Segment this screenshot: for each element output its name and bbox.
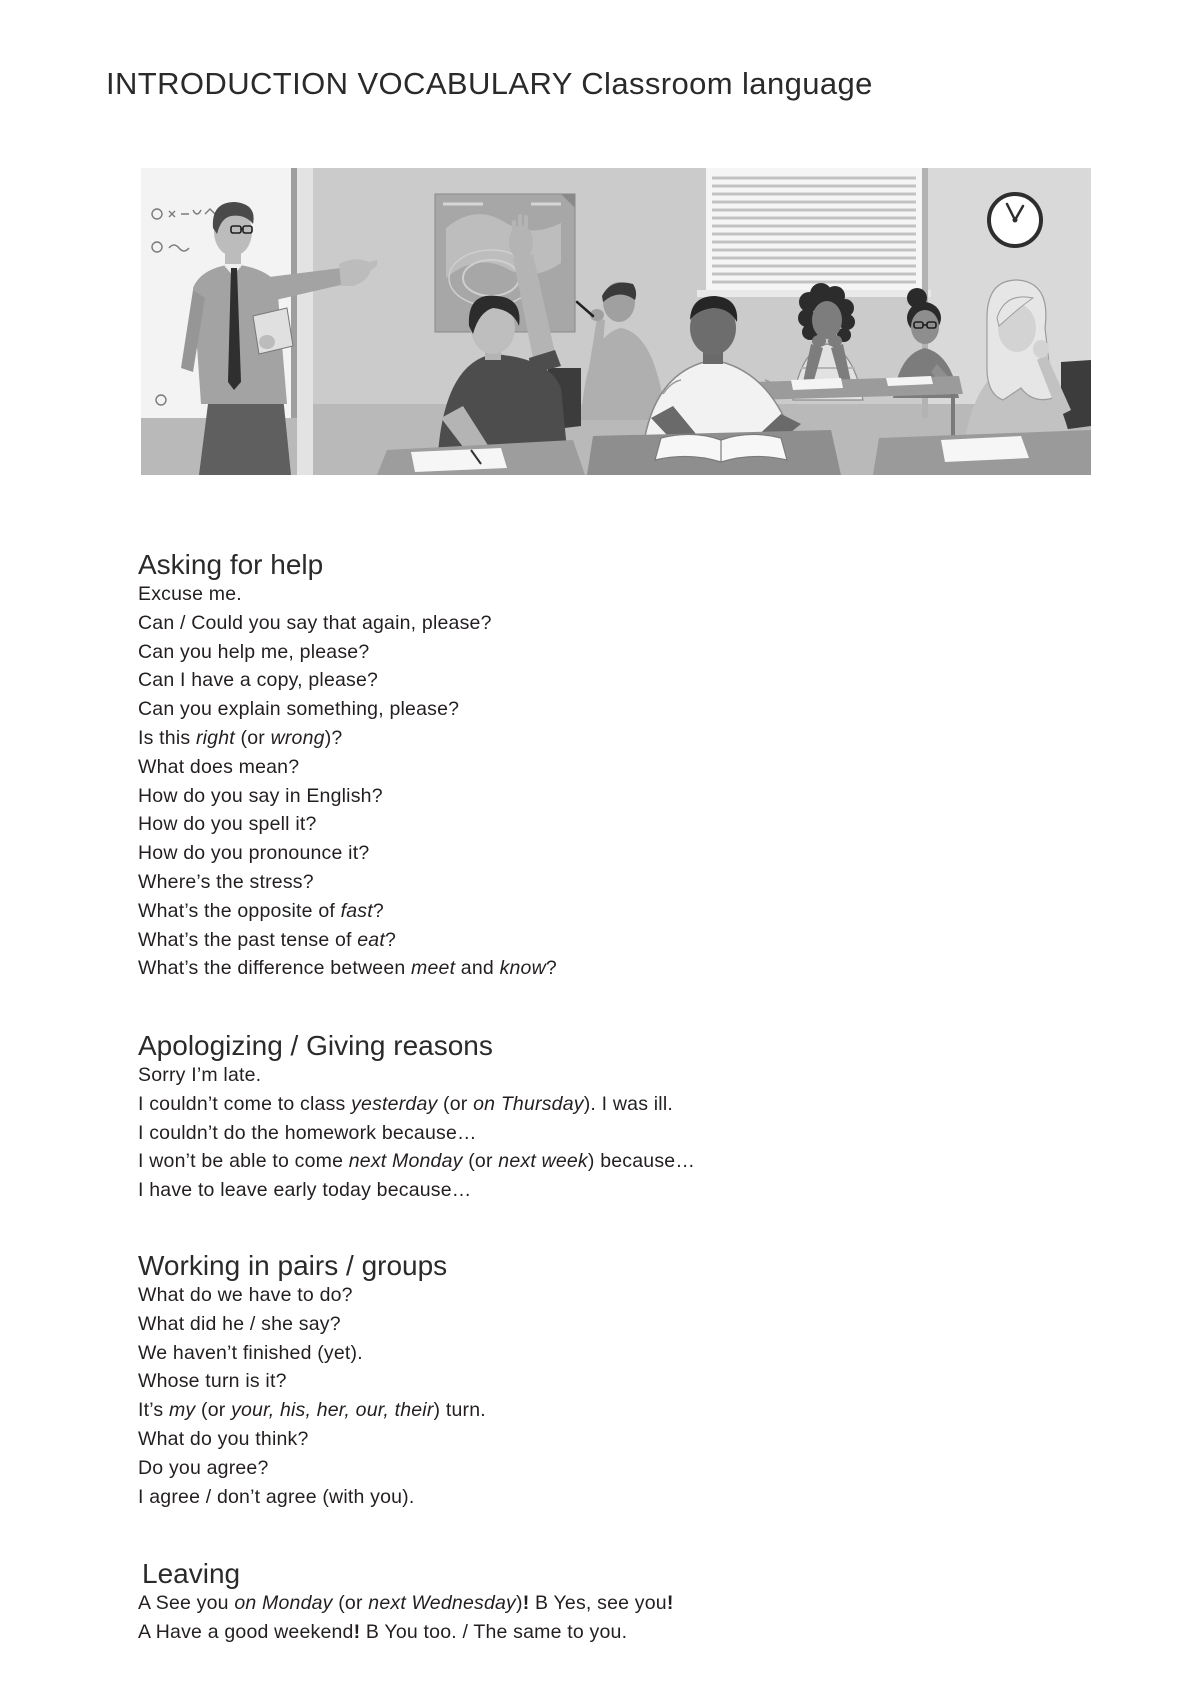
phrase-line bbox=[138, 724, 557, 753]
phrase-text: What’s the opposite of bbox=[138, 899, 341, 922]
topic-label: Classroom language bbox=[581, 66, 873, 101]
phrase-text: ) turn. bbox=[433, 1399, 486, 1422]
phrase-text: How do you say in English? bbox=[138, 784, 383, 807]
phrase-text: Can you help me, please? bbox=[138, 640, 370, 663]
phrase-text: Is this bbox=[138, 726, 196, 749]
section-asking-for-help bbox=[138, 550, 557, 983]
phrase-text: How do you pronounce it? bbox=[138, 842, 370, 865]
phrase-text: I couldn’t do the homework because… bbox=[138, 1121, 477, 1144]
phrase-text: I agree / don’t agree (with you). bbox=[138, 1485, 415, 1508]
phrase-line bbox=[138, 897, 557, 926]
phrase-line bbox=[138, 1310, 486, 1339]
phrase-text: Can you explain something, please? bbox=[138, 698, 460, 721]
phrase-text: It’s bbox=[138, 1399, 169, 1422]
phrase-line bbox=[138, 666, 557, 695]
exclamation-mark: ! bbox=[666, 1592, 674, 1614]
phrase-text: Do you agree? bbox=[138, 1456, 269, 1479]
phrase-line bbox=[138, 782, 557, 811]
phrase-text: ? bbox=[545, 957, 557, 980]
phrase-text: and bbox=[455, 957, 500, 980]
phrase-line bbox=[138, 1425, 486, 1454]
phrase-line bbox=[138, 868, 557, 897]
dialogue-line bbox=[138, 1589, 674, 1618]
phrase-line bbox=[138, 1176, 695, 1205]
section-apologizing bbox=[138, 1031, 695, 1205]
phrase-example-word: right bbox=[195, 726, 235, 749]
phrase-text: I won’t be able to come bbox=[138, 1150, 349, 1173]
dialogue-line bbox=[138, 1618, 674, 1647]
phrase-line bbox=[138, 1396, 486, 1425]
phrase-text: ) bbox=[515, 1592, 523, 1614]
phrase-text: What’s the past tense of bbox=[138, 928, 358, 951]
section-heading: Asking for help bbox=[138, 549, 324, 580]
wall-clock bbox=[989, 194, 1041, 246]
phrase-line bbox=[138, 926, 557, 955]
phrase-example-word: my bbox=[168, 1399, 196, 1422]
phrase-text: (or bbox=[195, 1399, 232, 1422]
page-title bbox=[106, 66, 873, 102]
phrase-example-word: next week bbox=[498, 1150, 588, 1173]
phrase-example-word: fast bbox=[340, 899, 373, 922]
phrase-line bbox=[138, 695, 557, 724]
phrase-line bbox=[138, 839, 557, 868]
phrase-example-word: next Monday bbox=[348, 1150, 463, 1173]
phrase-line bbox=[138, 1339, 486, 1368]
phrase-line bbox=[138, 1119, 695, 1148]
phrase-text: Whose turn is it? bbox=[138, 1370, 287, 1393]
phrase-text: ? bbox=[372, 899, 384, 922]
phrase-line bbox=[138, 1483, 486, 1512]
phrase-line bbox=[138, 1090, 695, 1119]
phrase-example-word: your, his, her, our, their bbox=[231, 1399, 434, 1422]
phrase-text: A See you bbox=[138, 1592, 235, 1614]
phrase-line bbox=[138, 1147, 695, 1176]
phrase-text: I have to leave early today because… bbox=[138, 1179, 472, 1202]
phrase-text: What did he / she say? bbox=[138, 1312, 341, 1335]
phrase-text: ? bbox=[384, 928, 397, 951]
phrase-text: How do you spell it? bbox=[138, 813, 317, 836]
phrase-text: (or bbox=[234, 726, 271, 749]
phrase-line bbox=[138, 1281, 486, 1310]
section-leaving bbox=[138, 1559, 674, 1647]
phrase-text: ). I was ill. bbox=[583, 1092, 673, 1115]
phrase-example-word: next Wednesday bbox=[368, 1592, 516, 1614]
phrase-text: Can I have a copy, please? bbox=[138, 669, 379, 692]
phrase-text: ) because… bbox=[587, 1150, 696, 1173]
phrase-text: What does mean? bbox=[138, 755, 300, 778]
phrase-text: Where’s the stress? bbox=[138, 870, 314, 893]
phrase-example-word: wrong bbox=[270, 726, 325, 749]
phrase-example-word: eat bbox=[357, 928, 385, 951]
section-heading: Apologizing / Giving reasons bbox=[138, 1030, 493, 1061]
unit-label: INTRODUCTION VOCABULARY bbox=[106, 66, 573, 101]
phrase-example-word: on Thursday bbox=[473, 1092, 584, 1115]
phrase-text: (or bbox=[462, 1150, 499, 1173]
phrase-line bbox=[138, 753, 557, 782]
phrase-example-word: meet bbox=[411, 957, 456, 980]
phrase-text: We haven’t finished (yet). bbox=[138, 1341, 363, 1364]
section-heading: Working in pairs / groups bbox=[138, 1250, 448, 1281]
phrase-line bbox=[138, 954, 557, 983]
phrase-text: (or bbox=[437, 1092, 474, 1115]
phrase-example-word: on Monday bbox=[234, 1592, 333, 1614]
phrase-text: )? bbox=[324, 726, 343, 749]
phrase-text: (or bbox=[332, 1592, 369, 1614]
section-working-in-pairs bbox=[138, 1251, 486, 1511]
phrase-line bbox=[138, 1061, 695, 1090]
phrase-text: Sorry I’m late. bbox=[138, 1064, 262, 1086]
classroom-illustration bbox=[141, 168, 1091, 475]
phrase-text: Excuse me. bbox=[138, 583, 242, 605]
phrase-text: B You too. / The same to you. bbox=[360, 1620, 628, 1643]
phrase-text: Can / Could you say that again, please? bbox=[138, 611, 492, 634]
phrase-text: What’s the difference between bbox=[138, 957, 412, 980]
phrase-text: B Yes, see you bbox=[529, 1592, 667, 1614]
section-heading: Leaving bbox=[142, 1558, 241, 1589]
phrase-line bbox=[138, 1454, 486, 1483]
phrase-text: What do we have to do? bbox=[138, 1284, 353, 1306]
phrase-example-word: know bbox=[499, 957, 546, 980]
phrase-text: I couldn’t come to class bbox=[138, 1092, 352, 1115]
phrase-line bbox=[138, 810, 557, 839]
exclamation-mark: ! bbox=[353, 1620, 361, 1643]
phrase-text: What do you think? bbox=[138, 1427, 309, 1450]
phrase-line bbox=[138, 1367, 486, 1396]
phrase-example-word: yesterday bbox=[351, 1092, 438, 1115]
phrase-text: A Have a good weekend bbox=[138, 1620, 354, 1643]
phrase-line bbox=[138, 638, 557, 667]
exclamation-mark: ! bbox=[522, 1592, 530, 1614]
phrase-line bbox=[138, 580, 557, 609]
phrase-line bbox=[138, 609, 557, 638]
